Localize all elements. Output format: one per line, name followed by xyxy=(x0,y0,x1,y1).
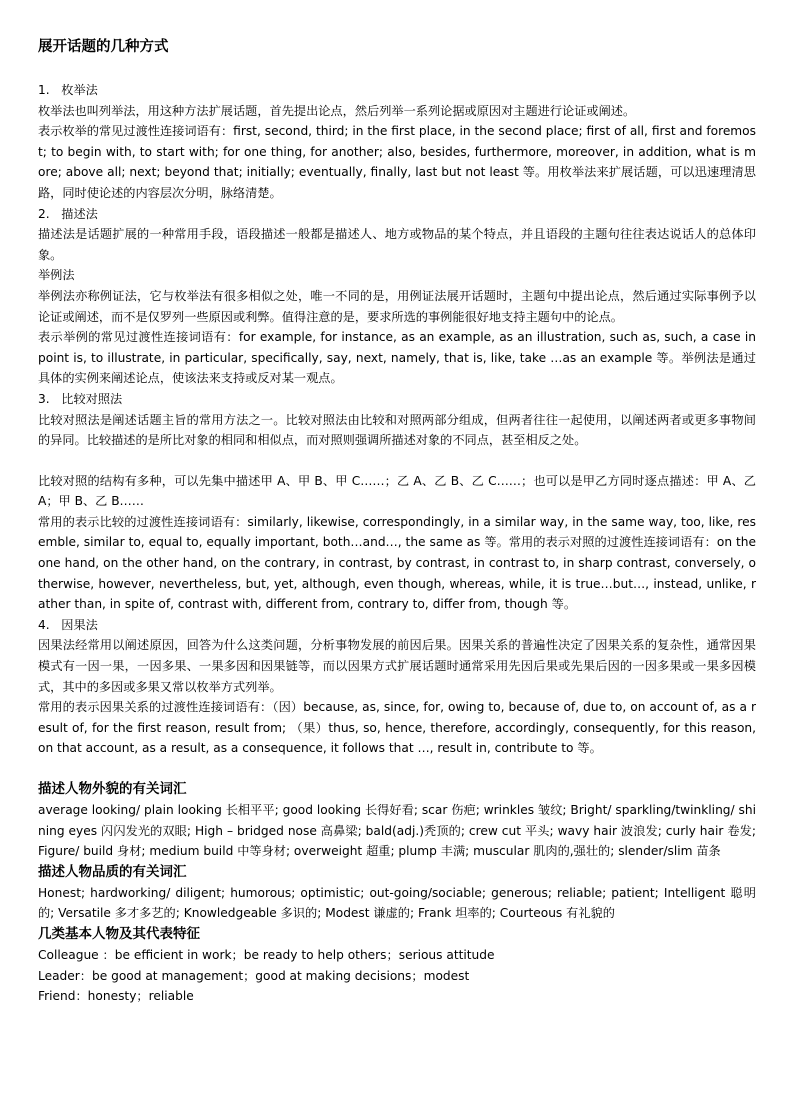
paragraph: 表示举例的常见过渡性连接词语有：for example, for instance, as an example, as an illustration, such as, such, a case in point is, to illustrate, in particular, specifically, say, next, namely, that is, like, take …as an example 等。举例法是通过具体的实例来阐述论点，使该法来支持或反对某一观点。 xyxy=(38,330,756,386)
section-heading-enumeration: 1. 枚举法 xyxy=(38,83,98,97)
vocab-text-appearance: average looking/ plain looking 长相平平; good looking 长得好看; scar 伤疤; wrinkles 皱纹; Bright/ sparkling/twinkling/ shining eyes 闪闪发光的双眼; High – bridged nose 高鼻梁; bald(adj.)秃顶的; crew cut 平头; wavy hair 波浪发; curly hair 卷发; Figure/ build 身材; medium build 中等身材; overweight 超重; plump 丰满; muscular 肌肉的,强壮的; slender/slim 苗条 xyxy=(38,803,756,859)
role-line-friend: Friend：honesty；reliable xyxy=(38,989,194,1004)
vocab-heading-roles: 几类基本人物及其代表特征 xyxy=(38,925,200,942)
paragraph: 因果法经常用以阐述原因，回答为什么这类问题，分析事物发展的前因后果。因果关系的普遍性决定了因果关系的复杂性，通常因果模式有一因一果，一因多果、一果多因和因果链等，而以因果方式扩展话题时通常采用先因后果或先果后因的一因多果或一果多因模式，其中的多因或多果又常以枚举方式列举。 xyxy=(38,638,756,694)
section-heading-comparison: 3. 比较对照法 xyxy=(38,391,123,406)
vocab-text-character: Honest; hardworking/ diligent; humorous; optimistic; out-going/sociable; generous; reliable; patient; Intelligent 聪明的; Versatile 多才多艺的; Knowledgeable 多识的; Modest 谦虚的; Frank 坦率的; Courteous 有礼貌的 xyxy=(38,885,756,921)
section-heading-example: 举例法 xyxy=(38,268,75,283)
paragraph: 描述法是话题扩展的一种常用手段，语段描述一般都是描述人、地方或物品的某个特点，并且语段的主题句往往表达说话人的总体印象。 xyxy=(38,227,756,262)
paragraph: 枚举法也叫列举法，用这种方法扩展话题，首先提出论点，然后列举一系列论据或原因对主题进行论证或阐述。 xyxy=(38,103,636,118)
paragraph: 常用的表示因果关系的过渡性连接词语有：（因）because, as, since, for, owing to, because of, due to, on account of, as a result of, for the first reason, result from; （果）thus, so, hence, therefore, accordingly, consequently, for this reason, on that account, as a result, as a consequence, it follows that …, result in, contribute to 等。 xyxy=(38,700,756,756)
document-page xyxy=(38,36,756,1007)
paragraph: 表示枚举的常见过渡性连接词语有：first, second, third; in the first place, in the second place; first of all, first and foremost; to begin with, to start with; for one thing, for another; also, besides, furthermore, moreover, in addition, what is more; above all; next; beyond that; initially; eventually, finally, last but not least 等。用枚举法来扩展话题，可以迅速理清思路，同时使论述的内容层次分明，脉络清楚。 xyxy=(38,124,756,200)
role-line-leader: Leader：be good at management；good at making decisions；modest xyxy=(38,968,470,983)
page-title: 展开话题的几种方式 xyxy=(38,39,169,55)
vocab-heading-appearance: 描述人物外貌的有关词汇 xyxy=(38,781,187,797)
section-heading-cause-effect: 4. 因果法 xyxy=(38,617,98,632)
paragraph: 比较对照法是阐述话题主旨的常用方法之一。比较对照法由比较和对照两部分组成，但两者往往一起使用，以阐述两者或更多事物间的异同。比较描述的是所比对象的相同和相似点，而对照则强调所描述对象的不同点，甚至相反之处。 xyxy=(38,412,756,448)
paragraph: 举例法亦称例证法，它与枚举法有很多相似之处，唯一不同的是，用例证法展开话题时，主题句中提出论点，然后通过实际事例予以论证或阐述，而不是仅罗列一些原因或利弊。值得注意的是，要求所选的事例能很好地支持主题句中的论点。 xyxy=(38,288,756,324)
paragraph: 比较对照的结构有多种，可以先集中描述甲 A、甲 B、甲 C……；乙 A、乙 B、乙 C……；也可以是甲乙方同时逐点描述：甲 A、乙 A；甲 B、乙 B…… xyxy=(38,473,756,509)
paragraph: 常用的表示比较的过渡性连接词语有：similarly, likewise, correspondingly, in a similar way, in the same way, too, like, resemble, similar to, equal to, equally important, both…and…, the same as 等。常用的表示对照的过渡性连接词语有：on the one hand, on the other hand, on the contrary, in contrast, by contrast, in contrast to, in sharp contrast, conversely, otherwise, however, nevertheless, but, yet, although, even though, whereas, while, it is true…but…, instead, unlike, rather than, in spite of, contrast with, different from, contrary to, differ from, though 等。 xyxy=(38,514,756,612)
paragraph-gap xyxy=(38,451,756,471)
section-heading-description: 2. 描述法 xyxy=(38,206,98,221)
role-line-colleague: Colleague ：be efficient in work；be ready to help others；serious attitude xyxy=(38,947,495,962)
paragraph-gap xyxy=(38,759,756,779)
vocab-heading-character: 描述人物品质的有关词汇 xyxy=(38,863,187,880)
